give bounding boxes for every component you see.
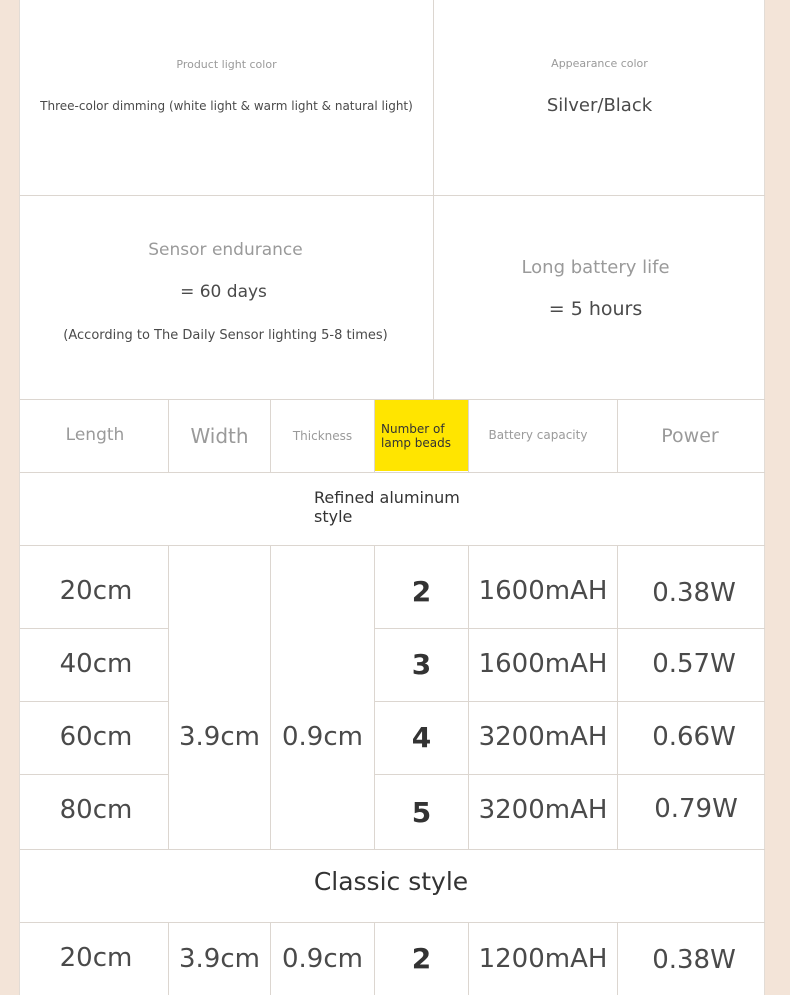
appearance-color-label: Appearance color xyxy=(551,57,648,70)
refined-row-2-power: 0.57W xyxy=(652,649,736,679)
top-row-divider xyxy=(20,195,765,196)
classic-row-1-power: 0.38W xyxy=(652,945,736,975)
refined-title-bottom-border xyxy=(20,545,765,546)
sensor-endurance-value: = 60 days xyxy=(180,282,267,302)
refined-row-3-length: 60cm xyxy=(59,722,133,752)
classic-row-1-width: 3.9cm xyxy=(179,944,260,974)
refined-section-bottom-border xyxy=(20,849,765,850)
refined-row-line-b xyxy=(374,628,765,629)
header-length: Length xyxy=(65,425,125,445)
section-title-refined-aluminum: Refined aluminum style xyxy=(314,488,460,526)
refined-row-3-battery: 3200mAH xyxy=(478,722,608,752)
classic-row-1-beads: 2 xyxy=(411,942,432,975)
header-power: Power xyxy=(661,425,719,447)
header-divider-3 xyxy=(374,399,375,472)
battery-life-label: Long battery life xyxy=(521,257,670,278)
refined-row-1-length: 20cm xyxy=(59,576,133,606)
refined-row-line-c xyxy=(20,701,168,702)
sensor-endurance-label: Sensor endurance xyxy=(148,240,303,260)
classic-title-bottom-border xyxy=(20,922,765,923)
refined-width-value: 3.9cm xyxy=(179,722,260,752)
refined-row-line-d xyxy=(374,701,765,702)
battery-life-value: = 5 hours xyxy=(548,298,643,320)
sensor-endurance-note: (According to The Daily Sensor lighting 5-8 times) xyxy=(63,328,388,343)
refined-row-3-beads: 4 xyxy=(411,721,432,754)
header-bottom-border xyxy=(20,472,765,473)
refined-row-4-power: 0.79W xyxy=(654,794,738,824)
refined-row-3-power: 0.66W xyxy=(652,722,736,752)
refined-row-4-length: 80cm xyxy=(59,795,133,825)
spec-sheet xyxy=(19,0,765,995)
refined-row-line-a xyxy=(20,628,168,629)
refined-row-1-battery: 1600mAH xyxy=(478,576,608,606)
refined-row-2-beads: 3 xyxy=(411,648,432,681)
refined-row-2-battery: 1600mAH xyxy=(478,649,608,679)
refined-row-2-length: 40cm xyxy=(59,649,133,679)
refined-row-4-beads: 5 xyxy=(411,796,432,829)
classic-row-1-length: 20cm xyxy=(59,943,133,973)
refined-row-4-battery: 3200mAH xyxy=(478,795,608,825)
refined-row-line-e xyxy=(20,774,168,775)
section-title-classic: Classic style xyxy=(313,867,469,896)
header-number-of-lamp-beads: Number of lamp beads xyxy=(381,422,452,450)
refined-row-1-beads: 2 xyxy=(411,575,432,608)
product-light-color-value: Three-color dimming (white light & warm light & natural light) xyxy=(40,99,413,113)
refined-thickness-value: 0.9cm xyxy=(282,722,363,752)
refined-row-line-f xyxy=(374,774,765,775)
header-battery-capacity: Battery capacity xyxy=(488,428,588,442)
product-light-color-label: Product light color xyxy=(176,58,277,71)
header-thickness: Thickness xyxy=(292,429,353,443)
appearance-color-value: Silver/Black xyxy=(546,95,653,116)
refined-divider-2 xyxy=(270,545,271,849)
classic-row-1-thickness: 0.9cm xyxy=(282,944,363,974)
refined-row-1-power: 0.38W xyxy=(652,578,736,608)
classic-row-1-battery: 1200mAH xyxy=(478,944,608,974)
header-width: Width xyxy=(190,424,249,448)
